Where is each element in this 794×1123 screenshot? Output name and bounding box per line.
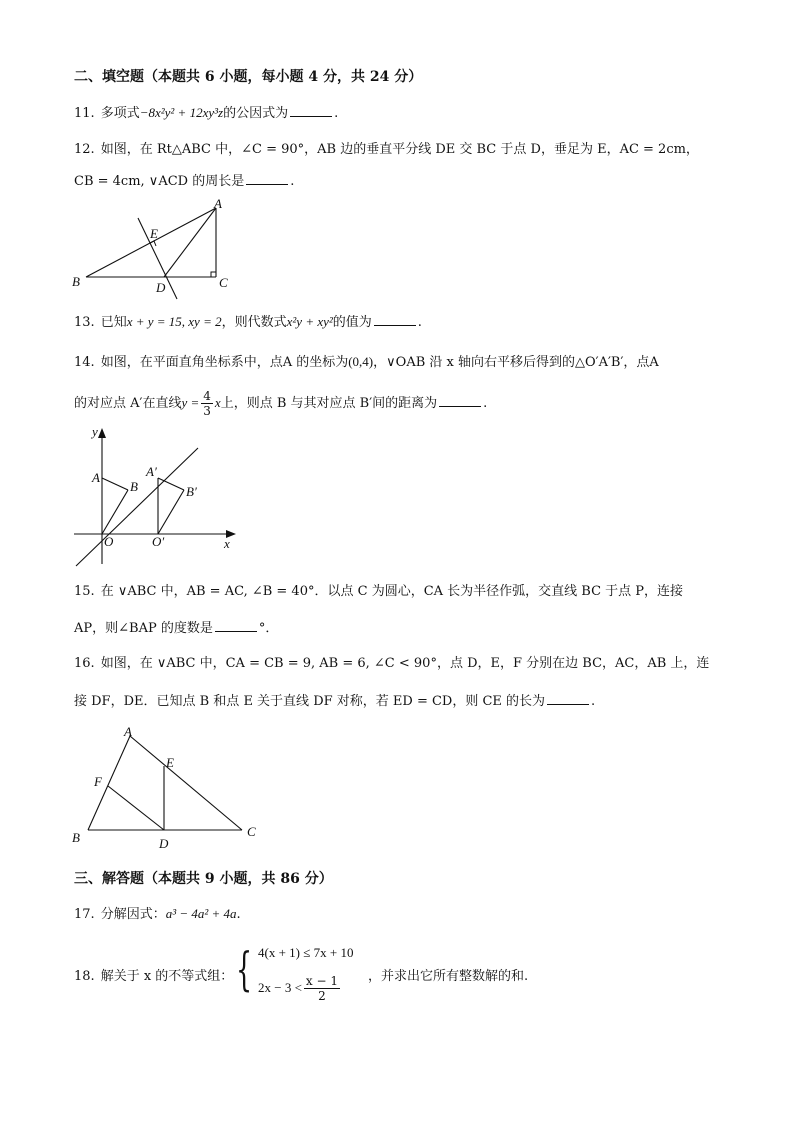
punctuation: . <box>483 396 488 411</box>
question-number: 14. <box>74 355 95 370</box>
answer-blank <box>246 172 288 185</box>
section-heading-solutions: 三、解答题（本题共 9 小题，共 86 分） <box>74 871 333 887</box>
question-text: 如图，在平面直角坐标系中，点A 的坐标为 <box>100 355 349 370</box>
inequality-1: 4(x + 1) ≤ 7x + 10 <box>258 945 354 960</box>
fraction-numerator: 4 <box>203 389 211 403</box>
equation-rhs: x <box>214 395 221 410</box>
question-18-label <box>74 968 233 986</box>
punctuation: . <box>334 106 339 121</box>
label-B-prime: B′ <box>186 484 197 499</box>
question-14-line-2 <box>74 388 487 419</box>
question-14-line-1 <box>74 353 659 372</box>
answer-blank <box>215 619 257 632</box>
answer-blank <box>374 313 416 326</box>
label-E: E <box>166 755 174 770</box>
question-12-line-2 <box>74 172 294 191</box>
label-A: A <box>92 470 100 485</box>
question-number: 11. <box>74 106 95 121</box>
punctuation: . <box>417 315 422 330</box>
answer-blank <box>439 394 481 407</box>
equation-lhs: y = <box>181 395 200 410</box>
question-text: 的值为 <box>332 315 372 330</box>
coordinate: (0,4) <box>348 354 374 369</box>
question-number: 18. <box>74 969 95 984</box>
question-text: 在 ∨ABC 中，AB = AC, ∠B = 40°．以点 C 为圆心，CA 长为半径作弧，交直线 BC 于点 P，连接 <box>100 584 684 599</box>
label-F: F <box>94 774 102 789</box>
fraction <box>201 389 213 418</box>
question-text: AP，则∠BAP 的度数是 <box>74 621 213 636</box>
system-brace: { <box>236 942 253 996</box>
question-18-instruction: ，并求出它所有整数解的和. <box>368 969 529 984</box>
question-13 <box>74 313 422 332</box>
fraction-numerator: x − 1 <box>305 974 339 988</box>
question-text: ，∨OAB 沿 x 轴向右平移后得到的△O′A′B′，点A <box>373 355 659 370</box>
question-number: 13. <box>74 315 95 330</box>
question-number: 15. <box>74 584 95 599</box>
question-text: 解关于 x 的不等式组： <box>100 969 234 984</box>
question-text: 接 DF，DE．已知点 B 和点 E 关于直线 DF 对称，若 ED = CD，则 CE 的长为 <box>74 694 546 709</box>
math-expression: x²y + xy² <box>286 314 333 329</box>
label-B: B <box>130 479 138 494</box>
punctuation: . <box>236 907 241 922</box>
triangle-figure-q16 <box>64 720 274 855</box>
fraction <box>304 974 340 1003</box>
question-12-line-1 <box>74 141 699 159</box>
inequality-lhs: 2x − 3 < <box>258 980 302 995</box>
label-C: C <box>247 824 256 839</box>
math-expression: x + y = 15, xy = 2 <box>126 314 222 329</box>
axis-label-y: y <box>92 424 98 439</box>
fraction-denominator: 2 <box>318 989 326 1003</box>
question-16-line-1 <box>74 655 709 673</box>
question-11 <box>74 104 338 123</box>
math-expression: a³ − 4a² + 4a <box>165 906 237 921</box>
coordinate-figure-q14 <box>70 424 245 572</box>
triangle-figure-q12 <box>64 192 244 302</box>
question-15-line-1 <box>74 583 683 601</box>
question-text: 的对应点 A′在直线 <box>74 396 182 411</box>
label-D: D <box>159 836 169 851</box>
label-A: A <box>214 196 222 211</box>
question-15-line-2 <box>74 619 278 638</box>
label-O: O <box>104 534 114 549</box>
label-O-prime: O′ <box>152 534 165 549</box>
punctuation: °． <box>258 621 279 636</box>
question-text: 多项式 <box>100 106 140 121</box>
question-text: 上，则点 B 与其对应点 B′间的距离为 <box>220 396 438 411</box>
label-D: D <box>156 280 166 295</box>
question-text: 的公因式为 <box>223 106 289 121</box>
label-A: A <box>124 724 132 739</box>
label-B: B <box>72 830 80 845</box>
question-16-line-2 <box>74 692 595 711</box>
answer-blank <box>547 692 589 705</box>
question-number: 12. <box>74 142 95 157</box>
question-text: CB = 4cm, ∨ACD 的周长是 <box>74 174 245 189</box>
question-text: ，则代数式 <box>221 315 287 330</box>
math-expression: −8x²y² + 12xy³z <box>139 105 224 120</box>
answer-blank <box>290 104 332 117</box>
question-number: 16. <box>74 656 95 671</box>
question-text: 已知 <box>100 315 127 330</box>
fraction-denominator: 3 <box>203 404 211 418</box>
question-17 <box>74 905 241 924</box>
label-A-prime: A′ <box>146 464 157 479</box>
question-text: 如图，在 ∨ABC 中，CA = CB = 9, AB = 6, ∠C < 90°，点 D，E，F 分别在边 BC，AC，AB 上，连 <box>100 656 710 671</box>
question-text: 分解因式： <box>100 907 166 922</box>
label-C: C <box>219 275 228 290</box>
section-heading-fill-in: 二、填空题（本题共 6 小题，每小题 4 分，共 24 分） <box>74 69 423 85</box>
label-B: B <box>72 274 80 289</box>
punctuation: . <box>591 694 596 709</box>
label-E: E <box>150 226 158 241</box>
axis-label-x: x <box>224 536 230 551</box>
question-text: 如图，在 Rt△ABC 中，∠C = 90°，AB 边的垂直平分线 DE 交 BC 于点 D，垂足为 E，AC = 2cm， <box>100 142 699 157</box>
punctuation: . <box>290 174 295 189</box>
inequality-2 <box>258 966 342 1011</box>
question-number: 17. <box>74 907 95 922</box>
